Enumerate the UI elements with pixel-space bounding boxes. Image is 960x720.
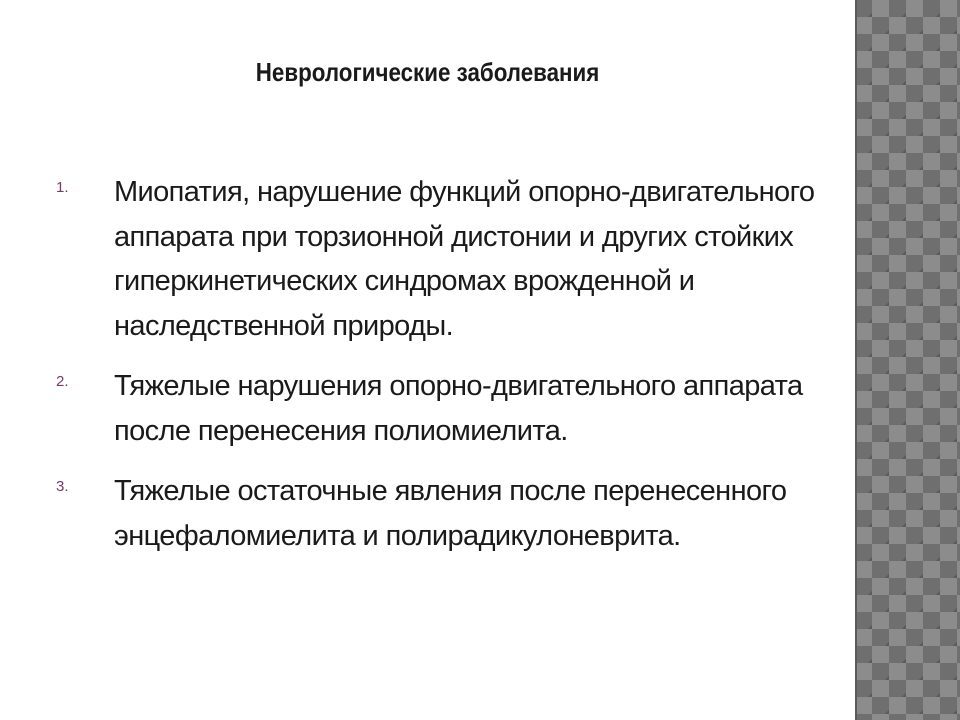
list-item-text: Тяжелые остаточные явления после перенесенного энцефаломиелита и полирадикулоневрита.	[114, 475, 787, 552]
list-item	[56, 364, 816, 453]
list-item-number: 2.	[56, 373, 69, 390]
list-item-number: 3.	[56, 478, 69, 495]
list-item-number: 1.	[56, 179, 69, 196]
pattern-panel-edge	[855, 0, 857, 720]
list-item	[56, 170, 816, 348]
decorative-pattern-panel	[855, 0, 960, 720]
list-item-text: Тяжелые нарушения опорно-двигательного аппарата после перенесения полиомиелита.	[114, 370, 803, 447]
slide-title: Неврологические заболевания	[255, 57, 600, 87]
numbered-list	[56, 170, 816, 574]
list-item	[56, 469, 816, 558]
list-item-text: Миопатия, нарушение функций опорно-двигательного аппарата при торзионной дистонии и других стойких гиперкинетических синдромах врожденной и наследственной природы.	[114, 176, 815, 342]
